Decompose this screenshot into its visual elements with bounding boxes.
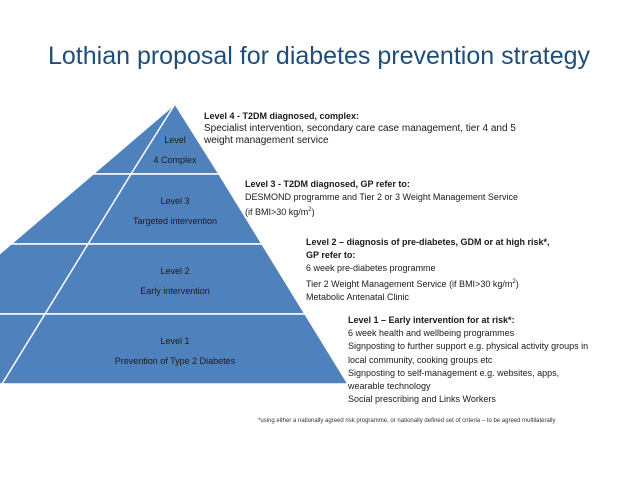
level-1-line-3: local community, cooking groups etc bbox=[348, 354, 493, 365]
level-2-label bbox=[100, 261, 250, 301]
level-1-heading: Level 1 – Early intervention for at risk*: bbox=[348, 315, 515, 325]
level-1-label-line1: Level 1 bbox=[160, 336, 190, 346]
level-4-description bbox=[204, 110, 516, 148]
level-2-description bbox=[306, 236, 550, 304]
level-4-label-line1: Level bbox=[164, 135, 186, 145]
level-3-line-1: DESMOND programme and Tier 2 or 3 Weight Management Service bbox=[245, 192, 518, 203]
level-1-line-5: wearable technology bbox=[348, 381, 431, 392]
level-2-line-1: 6 week pre-diabetes programme bbox=[306, 263, 436, 274]
level-2-line-2: Tier 2 Weight Management Service (if BMI>30 $kg/m^2$) bbox=[306, 278, 519, 289]
level-3-label bbox=[100, 191, 250, 231]
level-4-heading: Level 4 - T2DM diagnosed, complex: bbox=[204, 111, 360, 121]
level-3-description bbox=[245, 178, 518, 220]
footnote: *using either a nationally agreed risk programme, or nationally defined set of criteria – to be agreed multilaterally bbox=[258, 418, 556, 424]
level-2-heading-2: GP refer to: bbox=[306, 250, 356, 261]
level-1-line-6: Social prescribing and Links Workers bbox=[348, 394, 496, 405]
level-1-label bbox=[75, 331, 275, 371]
level-4-label-line2: 4 Complex bbox=[153, 155, 197, 165]
level-4-line-2: weight management service bbox=[204, 135, 329, 147]
level-4-line-1: Specialist intervention, secondary care case management, tier 4 and 5 bbox=[204, 122, 516, 134]
level-1-line-4: Signposting to self-management e.g. websites, apps, bbox=[348, 367, 560, 378]
level-3-label-line2: Targeted intervention bbox=[132, 216, 218, 226]
level-3-line-2: (if BMI>30 $kg/m^2$) bbox=[245, 207, 315, 218]
level-3-label-line1: Level 3 bbox=[160, 196, 190, 206]
level-2-heading-1: Level 2 – diagnosis of pre-diabetes, GDM or at high risk*, bbox=[306, 237, 550, 247]
level-2-label-line1: Level 2 bbox=[160, 266, 190, 276]
slide-title: Lothian proposal for diabetes prevention strategy bbox=[47, 42, 591, 70]
level-1-label-line2: Prevention of Type 2 Diabetes bbox=[114, 356, 236, 366]
level-1-line-2: Signposting to further support e.g. physical activity groups in bbox=[348, 341, 589, 352]
level-2-label-line2: Early intervention bbox=[140, 286, 210, 296]
level-2-line-3: Metabolic Antenatal Clinic bbox=[306, 291, 410, 302]
level-1-line-1: 6 week health and wellbeing programmes bbox=[348, 328, 515, 339]
level-3-heading: Level 3 - T2DM diagnosed, GP refer to: bbox=[245, 179, 410, 189]
level-1-description bbox=[348, 314, 588, 406]
